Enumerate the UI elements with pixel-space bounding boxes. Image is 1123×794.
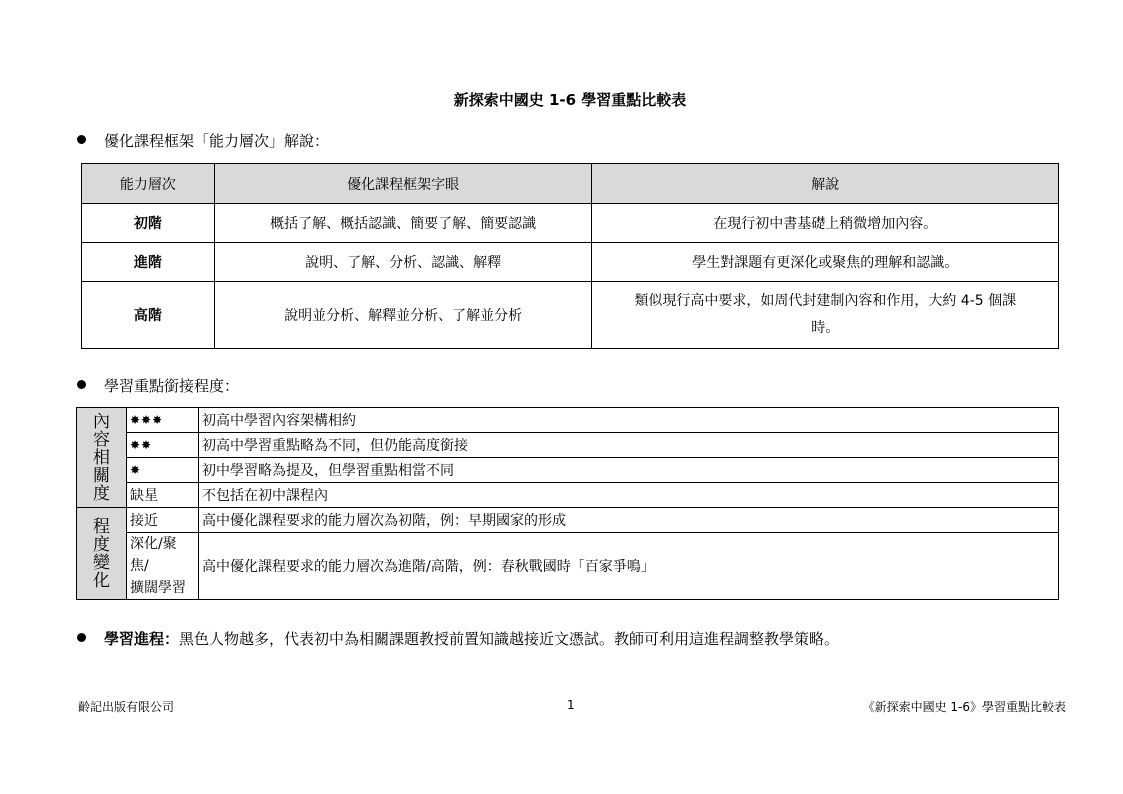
group-label-content-relevance: 內 容 相 關 度 [77,408,127,508]
terms-cell: 說明並分析、解釋並分析、了解並分析 [214,282,592,349]
table-header-row [82,164,1059,204]
bullet-icon [77,135,86,144]
table-row [77,483,1059,508]
footer-publisher: 齡記出版有限公司 [78,700,175,714]
connection-level-table [76,407,1059,600]
table-row [82,204,1059,243]
table-row [77,533,1059,600]
footer-page-number: 1 [567,698,575,712]
column-header: 解說 [592,164,1059,204]
description-cell: 初高中學習重點略為不同，但仍能高度銜接 [199,433,1059,458]
mark-cell: 接近 [127,508,199,533]
terms-cell: 概括了解、概括認識、簡要了解、簡要認識 [214,204,592,243]
mark-cell: 缺星 [127,483,199,508]
star-rating: ✸✸✸ [127,408,199,433]
section-learning-progress [77,628,839,649]
description-line: 類似現行高中要求，如周代封建制內容和作用，大約 4-5 個課 [634,293,1017,309]
description-cell: 高中優化課程要求的能力層次為初階，例：早期國家的形成 [199,508,1059,533]
description-line: 時。 [811,320,840,336]
progress-text: 黑色人物越多，代表初中為相關課題教授前置知識越接近文憑試。教師可利用這進程調整教學策略。 [179,630,840,648]
section-heading-text: 優化課程框架「能力層次」解說： [104,132,330,150]
description-cell [592,282,1059,349]
progress-label: 學習進程： [104,630,180,648]
terms-cell: 說明、了解、分析、認識、解釋 [214,243,592,282]
bullet-icon [77,380,86,389]
description-cell: 初高中學習內容架構相約 [199,408,1059,433]
section-heading-ability-levels [77,130,329,151]
description-cell: 不包括在初中課程內 [199,483,1059,508]
star-rating: ✸ [127,458,199,483]
section-heading-text: 學習重點銜接程度： [104,377,240,395]
table-row [77,408,1059,433]
page-title: 新探索中國史 1-6 學習重點比較表 [453,91,687,109]
description-cell: 在現行初中書基礎上稍微增加內容。 [592,204,1059,243]
table-row [77,508,1059,533]
bullet-icon [77,633,86,642]
column-header: 能力層次 [82,164,215,204]
section-heading-connection [77,375,239,396]
mark-cell: 深化/聚焦/ 擴闊學習 [127,533,199,600]
table-row [77,433,1059,458]
level-cell: 高階 [82,282,215,349]
table-row [82,282,1059,349]
group-label-degree-change: 程 度 變 化 [77,508,127,600]
description-cell: 初中學習略為提及，但學習重點相當不同 [199,458,1059,483]
description-cell: 高中優化課程要求的能力層次為進階/高階，例：春秋戰國時「百家爭鳴」 [199,533,1059,600]
level-cell: 初階 [82,204,215,243]
footer-document-title: 《新探索中國史 1-6》學習重點比較表 [862,700,1066,714]
star-rating: ✸✸ [127,433,199,458]
table-row [82,243,1059,282]
table-row [77,458,1059,483]
ability-levels-table [81,163,1059,349]
level-cell: 進階 [82,243,215,282]
column-header: 優化課程框架字眼 [214,164,592,204]
description-cell: 學生對課題有更深化或聚焦的理解和認識。 [592,243,1059,282]
